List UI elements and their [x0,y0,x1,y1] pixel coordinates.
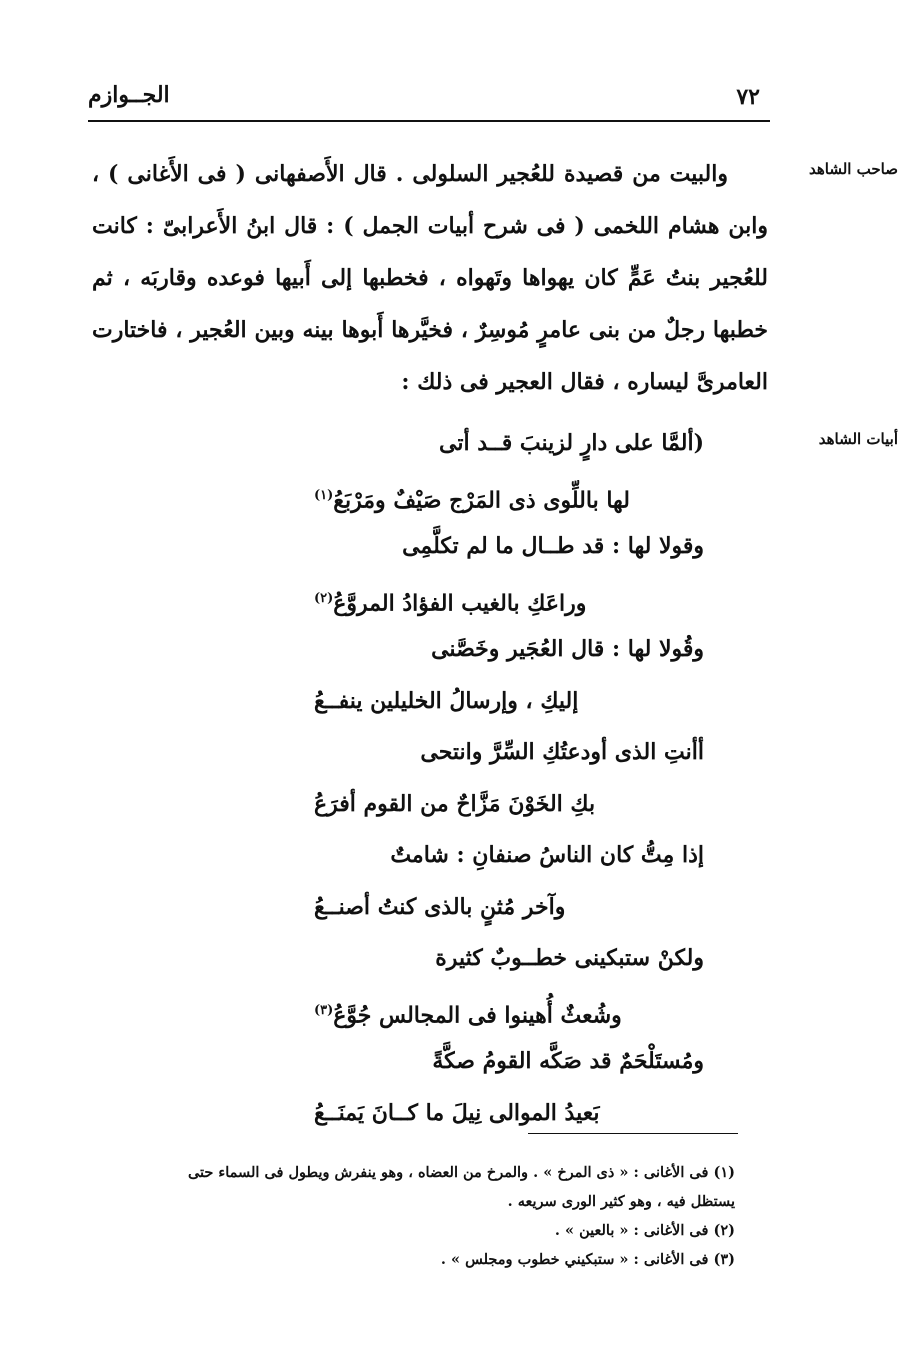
footnote-continuation: يستظل فيه ، وهو كثير الورى سريعه . [507,1193,735,1210]
verse-first-hemistich: ولكنْ ستبكينى خطــوبٌ كثيرة [435,945,704,971]
verse-first-hemistich: وقولا لها : قد طــال ما لم تكلَّمِى [402,533,704,559]
verse-second-hemistich-text: إليكِ ، وإرسالُ الخليلين ينفــعُ [314,687,579,714]
footnote-marker: (١) [314,487,334,503]
verse-second-hemistich-text: بكِ الخَوْنَ مَزَّاحٌ من القوم أفرَعُ [314,790,596,817]
verse-second-hemistich [314,470,704,522]
footnotes [88,1158,735,1274]
verse-second-hemistich [314,1088,704,1140]
verse-second-hemistich [314,985,704,1037]
verse-first-hemistich: (ألمَّا على دارٍ لزينبَ قــد أتى [439,430,704,456]
verse-second-hemistich [314,676,704,728]
verse-first-hemistich: وقُولا لها : قال العُجَير وخَصَّنى [431,636,704,662]
margin-note-verses: أبيات الشاهد [818,430,898,448]
margin-note-poet: صاحب الشاهد [808,160,898,178]
footnote: (١) فى الأغانى : « ذى المرخ » . والمرخ من العضاه ، وهو ينفرش ويطول فى السماء حتى [187,1164,735,1181]
verse-second-hemistich-text: وشُعثٌ أُهينوا فى المجالس جُوَّعُ [333,1001,622,1028]
verse-second-hemistich-text: لها باللِّوى ذى المَرْج صَيْفٌ ومَرْبَعُ [333,486,630,513]
verse-second-hemistich-text: وآخر مُثنٍ بالذى كنتُ أصنــعُ [314,893,566,920]
verse-first-hemistich: ومُستَلْحَمٌ قد صَكَّه القومُ صكَّةً [432,1048,704,1074]
verse-second-hemistich [314,882,704,934]
running-title: الجــوازم [88,82,170,108]
verse-second-hemistich [314,779,704,831]
poem-verses [314,418,704,1139]
page-number: ٧٢ [736,84,760,110]
footnote-marker: (٢) [314,590,334,606]
footnote-rule [528,1133,738,1134]
verse-first-hemistich: إذا مِتُّ كان الناسُ صنفانِ : شامتٌ [390,842,704,868]
header-rule [88,120,770,122]
prose-text: والبيت من قصيدة للعُجير السلولى . قال الأَصفهانى ( فى الأَغانى ) ، وابن هشام اللخمى ( فى شرح أبيات الجمل ) : قال ابنُ الأَعرابىّ : كانت للعُجير بنتُ عَمٍّ كان يهواها وتَهواه ، فخطبها إلى أَبيها فوعده وقاربَه ، ثم خطبها رجلٌ من بنى عامرٍ مُوسِرٌ ، فخيَّرها أَبوها بينه وبين العُجير ، فاختارت العامرىَّ ليساره ، فقال العجير فى ذلك : [92,161,768,395]
footnote: (٣) فى الأغانى : « ستبكيني خطوب ومجلس » . [440,1251,735,1268]
verse-second-hemistich-text: بَعيدُ الموالى نِيلَ ما كــانَ يَمنَــعُ [314,1099,600,1126]
footnote: (٢) فى الأغانى : « بالعين » . [554,1222,735,1239]
verse-second-hemistich [314,573,704,625]
verse-second-hemistich-text: وراعَكِ بالغيب الفؤادُ المروَّعُ [333,589,587,616]
verse-first-hemistich: أأنتِ الذى أودعتُكِ السِّرَّ وانتحى [420,739,704,765]
page-header [88,78,760,122]
footnote-marker: (٣) [314,1002,334,1018]
prose-paragraph [92,148,768,408]
